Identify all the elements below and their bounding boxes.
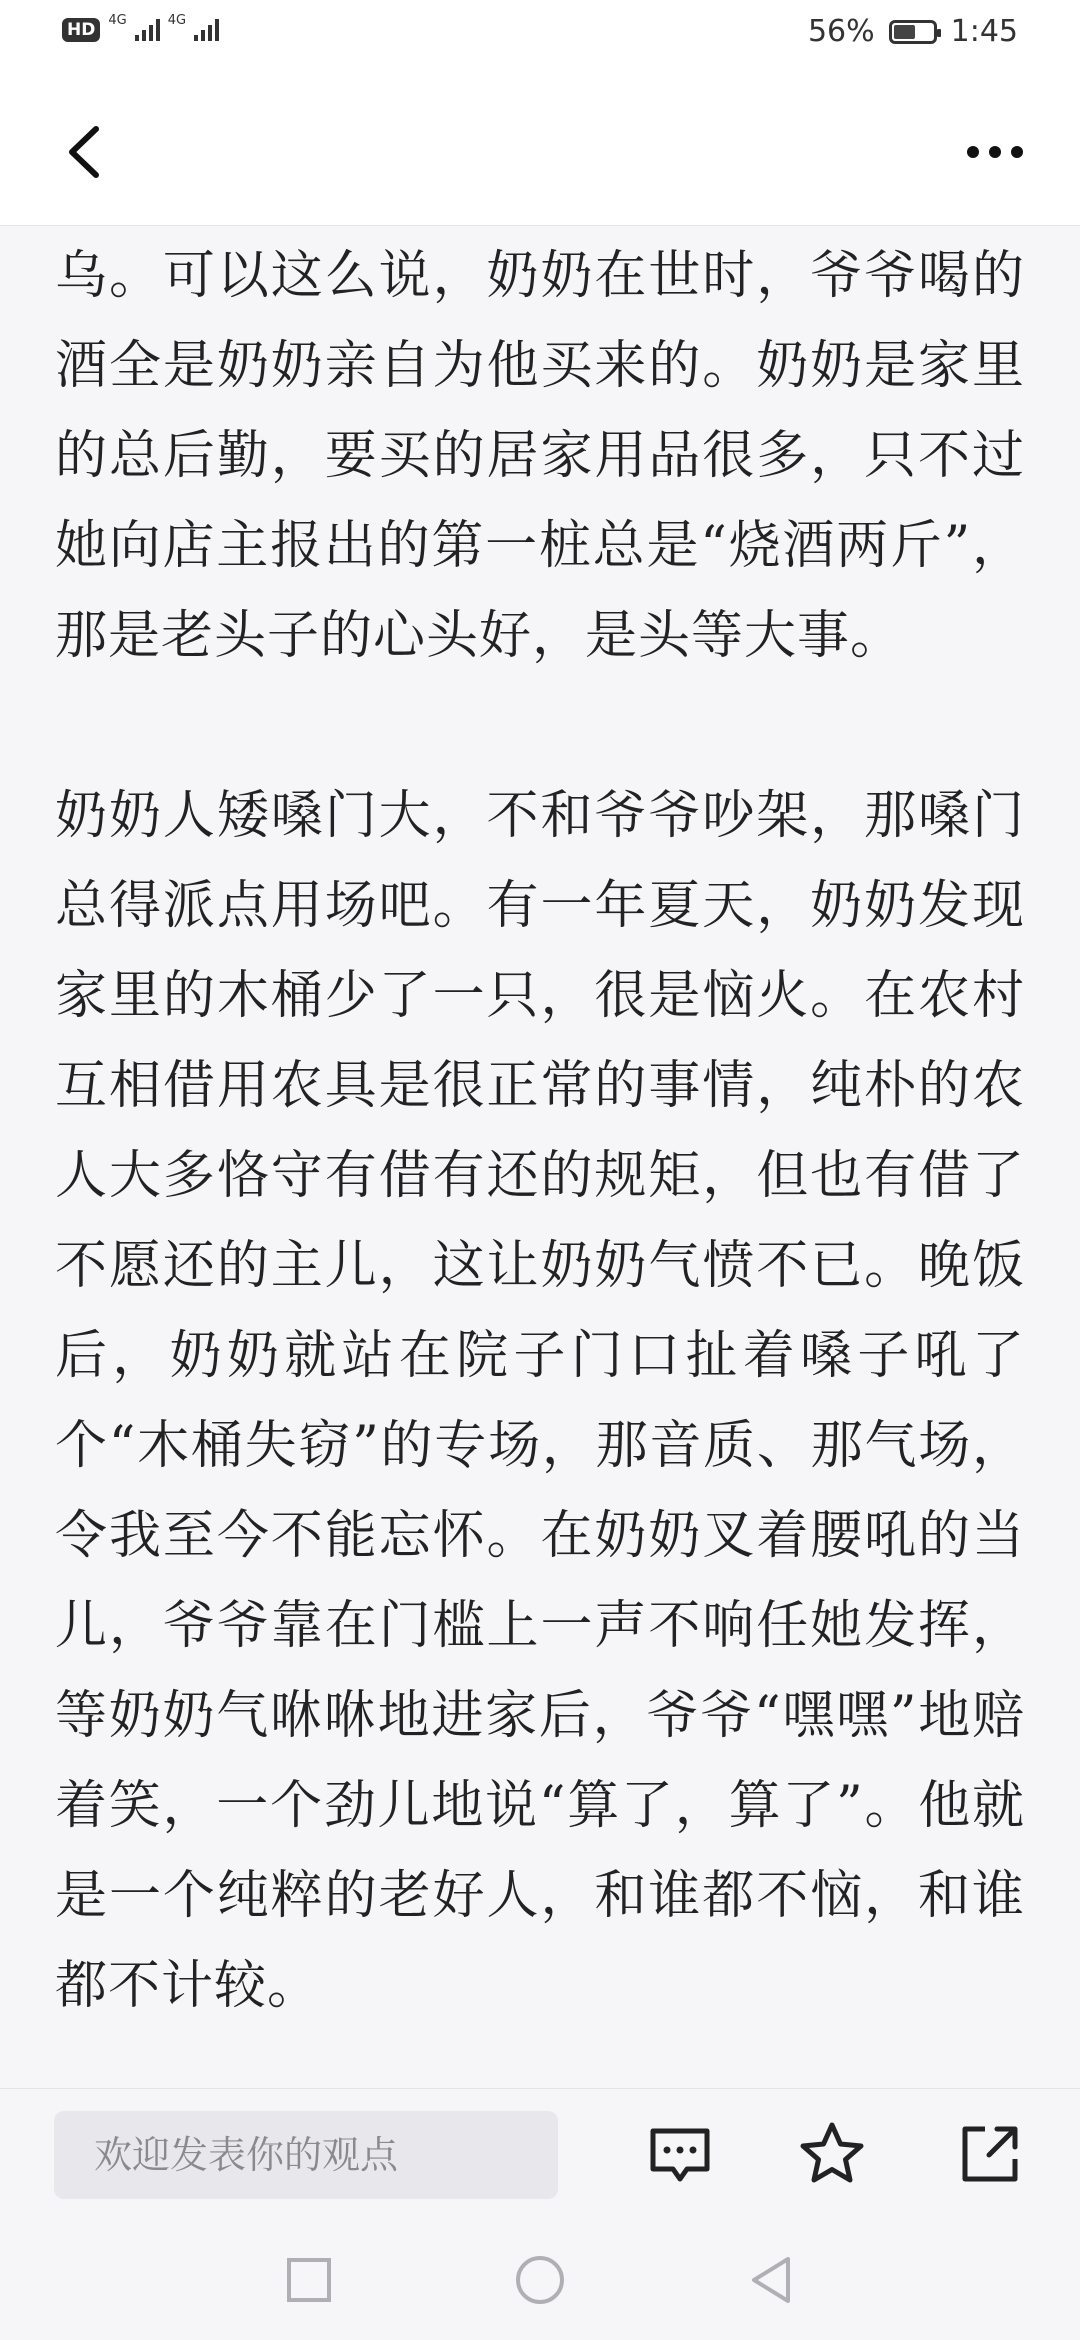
back-button[interactable] — [58, 117, 118, 187]
comment-button[interactable] — [645, 2119, 715, 2189]
triangle-back-icon — [744, 2253, 798, 2307]
square-icon — [282, 2253, 336, 2307]
star-icon — [797, 2119, 867, 2189]
comment-bar — [0, 2088, 1080, 2219]
status-bar — [0, 0, 1080, 75]
signal-icon — [135, 19, 160, 41]
clock: 1:45 — [950, 14, 1018, 49]
more-options-button[interactable] — [960, 127, 1030, 177]
signal-icon — [194, 19, 219, 41]
battery-icon — [889, 20, 937, 44]
article-content — [55, 141, 1025, 2031]
article-paragraph: 奶奶人矮嗓门大，不和爷爷吵架，那嗓门总得派点用场吧。有一年夏天，奶奶发现家里的木桶少了一只，很是恼火。在农村互相借用农具是很正常的事情，纯朴的农人大多恪守有借有还的规矩，但也有借了不愿还的主儿，这让奶奶气愤不已。晚饭后，奶奶就站在院子门口扯着嗓子吼了个“木桶失窃”的专场，那音质、那气场，令我至今不能忘怀。在奶奶叉着腰吼的当儿，爷爷靠在门槛上一声不响任她发挥，等奶奶气咻咻地进家后，爷爷“嘿嘿”地赔着笑，一个劲儿地说“算了，算了”。他就是一个纯粹的老好人，和谁都不恼，和谁都不计较。 — [55, 786, 1025, 2016]
network-label-1: 4G — [108, 12, 127, 28]
share-icon — [955, 2119, 1025, 2189]
battery-level — [894, 25, 915, 39]
battery-percent: 56% — [807, 14, 875, 49]
article-paragraph: 乌。可以这么说，奶奶在世时，爷爷喝的酒全是奶奶亲自为他买来的。奶奶是家里的总后勤，要买的居家用品很多，只不过她向店主报出的第一桩总是“烧酒两斤”，那是老头子的心头好，是头等大事。 — [55, 246, 1025, 666]
favorite-button[interactable] — [797, 2119, 867, 2189]
status-left — [62, 12, 219, 42]
home-button[interactable] — [513, 2253, 567, 2307]
app-header — [0, 75, 1080, 226]
status-right — [808, 14, 1018, 49]
article-body[interactable] — [0, 226, 1080, 2088]
network-label-2: 4G — [167, 12, 187, 28]
more-dots-icon — [989, 146, 1001, 158]
share-button[interactable] — [955, 2119, 1025, 2189]
system-nav-bar — [0, 2218, 1080, 2340]
circle-icon — [513, 2253, 567, 2307]
nav-back-button[interactable] — [744, 2253, 798, 2307]
more-dots-icon — [1011, 146, 1023, 158]
comment-icon — [645, 2119, 715, 2189]
chevron-left-icon — [58, 117, 118, 187]
more-dots-icon — [967, 146, 979, 158]
hd-badge: HD — [62, 18, 100, 42]
recents-button[interactable] — [282, 2253, 336, 2307]
comment-input[interactable] — [54, 2111, 558, 2199]
